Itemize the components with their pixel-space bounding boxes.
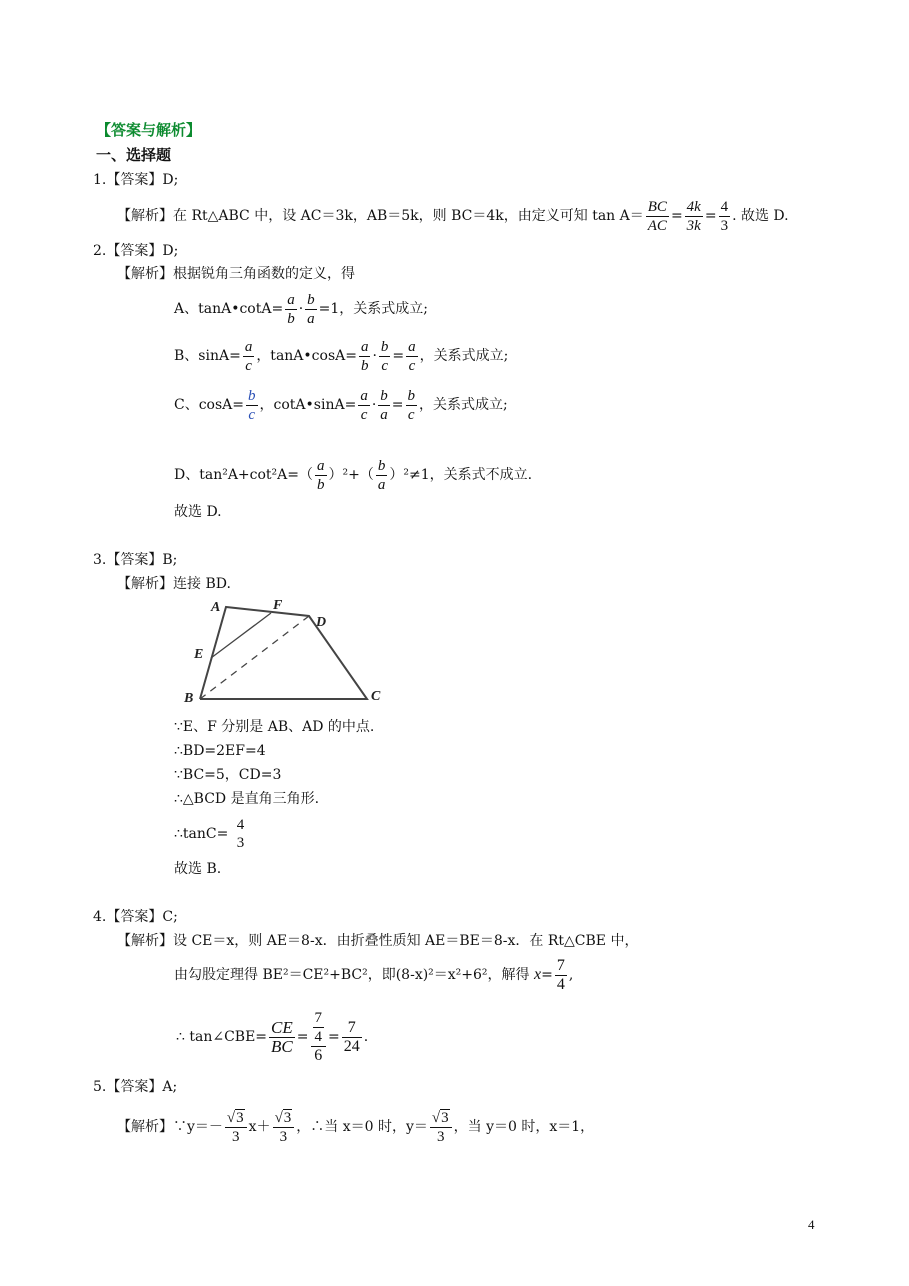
q3-conclusion: 故选 B.	[174, 861, 222, 877]
q2-option-d: D、tan²A+cot²A=（ $\frac{a}{b}$ ）²+（ $\frac{b}{a}$ ）²≠1，关系式不成立.	[174, 457, 533, 493]
section-title: 一、选择题	[96, 146, 172, 164]
q3-line-1: ∵E、F 分别是 AB、AD 的中点.	[174, 719, 375, 735]
label-d: D	[316, 615, 327, 630]
q5-explanation: 【解析】∵y＝－ $\frac{√3}{3}$ x＋ $\frac{√3}{3}$ ，∴当 x＝0 时，y＝ $\frac{√3}{3}$ ，当 y＝0 时，x＝1，	[117, 1109, 595, 1145]
trapezoid-outline	[200, 607, 367, 699]
q3-answer: 3.【答案】B;	[93, 552, 178, 568]
q3-line-5: ∴tanC= 4 3	[174, 817, 245, 851]
q3-line-4: ∴△BCD 是直角三角形.	[174, 791, 320, 807]
page-number: 4	[808, 1217, 815, 1232]
q2-option-c: C、cosA= $\frac{b}{c}$ ，cotA•sinA= $\frac{a}{c}$ · $\frac{b}{a}$ = $\frac{b}{c}$ ，关系式成立;	[174, 387, 508, 423]
q1-exp-text: 【解析】在 Rt△ABC 中，设 AC＝3k，AB＝5k，则 BC＝4k，由定义可知 tan A＝	[117, 208, 644, 224]
q2-explanation: 【解析】根据锐角三角函数的定义，得	[117, 266, 355, 282]
q4-explanation: 【解析】设 CE＝x，则 AE＝8-x．由折叠性质知 AE＝BE＝8-x．在 Rt△CBE 中，	[117, 933, 639, 949]
label-e: E	[194, 647, 204, 662]
q3-line-3: ∵BC=5，CD=3	[174, 767, 282, 783]
q2-option-b: B、sinA= $\frac{a}{c}$ ，tanA•cosA= $\frac{a}{b}$ · $\frac{b}{c}$ = $\frac{a}{c}$ ，关系式成立;	[174, 338, 509, 374]
trapezoid-diagram	[178, 594, 393, 710]
q1-explanation	[117, 196, 789, 236]
label-f: F	[273, 598, 283, 613]
label-a: A	[211, 600, 221, 615]
q5-answer: 5.【答案】A;	[93, 1079, 178, 1095]
q2-option-a: A、tanA•cotA= $\frac{a}{b}$ · $\frac{b}{a}$ =1，关系式成立;	[174, 291, 429, 327]
q1-frac-4-3: $\frac{4}{3}$	[720, 198, 729, 234]
q1-frac-bc-ac: $\frac{BC}{AC}$	[647, 198, 667, 234]
q4-line-2: 由勾股定理得 BE²＝CE²+BC²，即(8-x)²＝x²+6²，解得 x= $\frac{7}{4}$ ,	[174, 956, 574, 993]
label-c: C	[371, 689, 381, 704]
q2-conclusion: 故选 D.	[174, 504, 222, 520]
q1-eq: =	[670, 208, 683, 224]
q1-exp-end: . 故选 D.	[732, 208, 789, 224]
q1-eq: =	[704, 208, 717, 224]
q3-explanation: 【解析】连接 BD.	[117, 576, 231, 592]
q2-answer: 2.【答案】D;	[93, 243, 179, 259]
q1-answer: 1.【答案】D;	[93, 172, 179, 188]
segment-bd-dashed	[200, 616, 309, 699]
q1-frac-4k-3k: $\frac{4k}{3k}$	[686, 198, 701, 234]
q4-line-3: ∴ tan∠CBE= $\frac{CE}{BC}$ = $\frac{\frac{7}{4}}{6}$ = $\frac{7}{24}$ .	[176, 1010, 369, 1064]
label-b: B	[184, 691, 194, 706]
answer-header: 【答案与解析】	[96, 121, 202, 139]
q4-answer: 4.【答案】C;	[93, 909, 178, 925]
q3-line-2: ∴BD=2EF=4	[174, 743, 266, 759]
